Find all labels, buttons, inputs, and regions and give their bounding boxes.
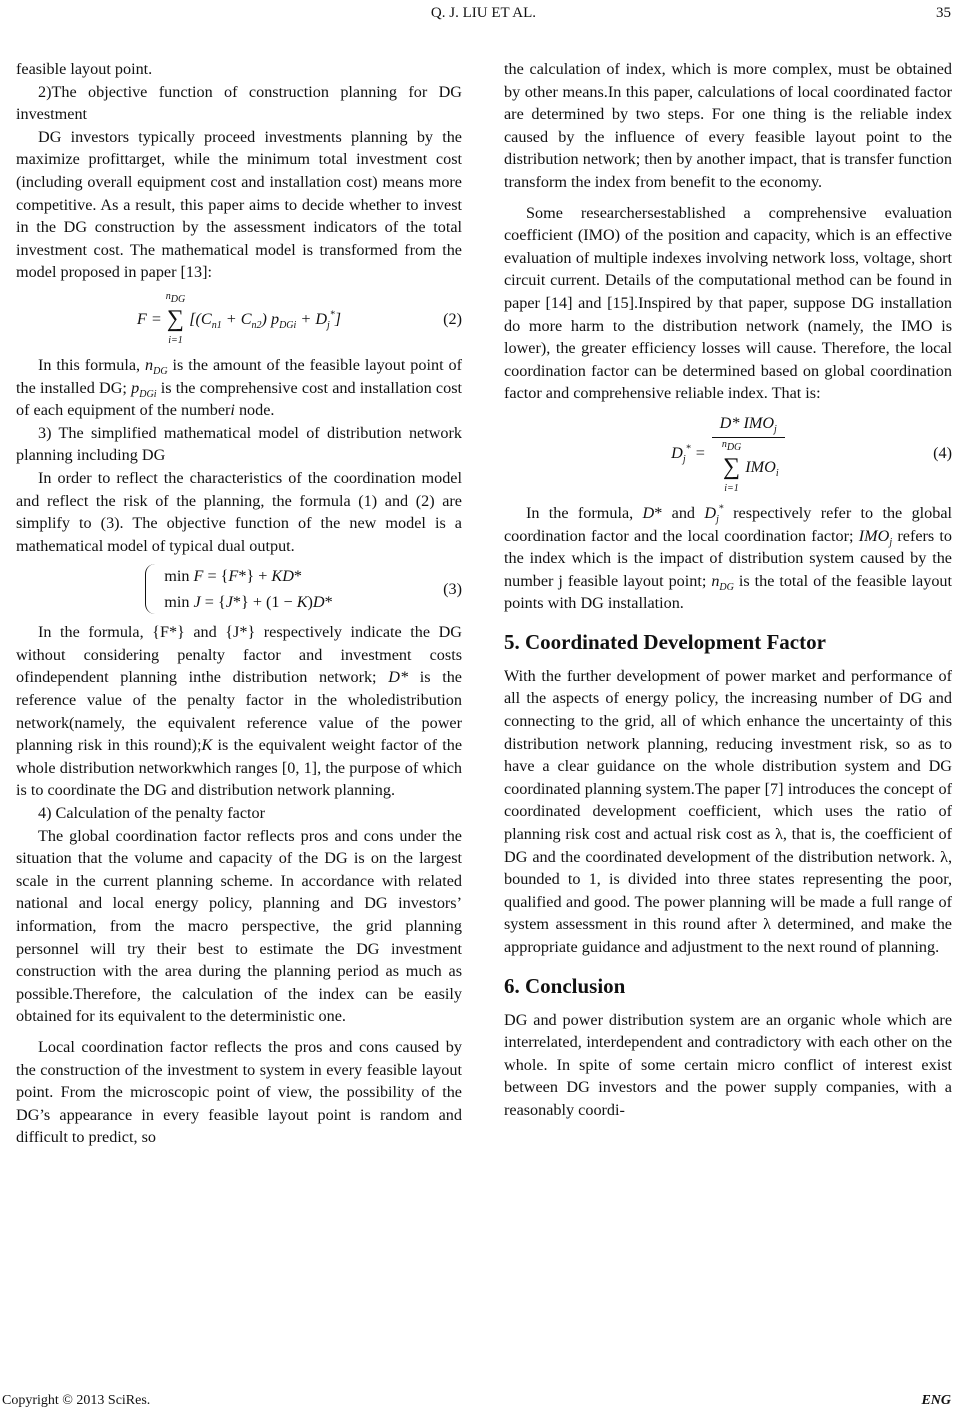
page-number: 35 bbox=[936, 5, 951, 21]
summation-symbol: $n_{DG}$ ∑ i=1 bbox=[165, 290, 186, 346]
journal-name: ENG bbox=[921, 1393, 951, 1408]
brace bbox=[145, 564, 156, 614]
left-column bbox=[16, 58, 462, 1149]
section-heading: 6. Conclusion bbox=[504, 973, 626, 998]
equation-number: (4) bbox=[933, 444, 952, 463]
copyright: Copyright © 2013 SciRes. bbox=[2, 1393, 151, 1408]
paragraph: 3) The simplified mathematical model of distribution network planning including DG bbox=[16, 423, 462, 465]
paragraph: feasible layout point. bbox=[16, 60, 153, 78]
running-head: Q. J. LIU ET AL. bbox=[430, 5, 537, 21]
fraction: D* $IMO_j$ $n_{DG}$ ∑ i=1 $IMO_i$ bbox=[712, 411, 785, 496]
equation-number: (2) bbox=[443, 309, 462, 328]
paragraph: Some researchersestablished a comprehensive evaluation coefficient (IMO) of the position and capacity, which is an effective evaluation of multiple indexes involving network loss, voltage, short circuit current. Details of the computational method can be found in paper [14] and [15].Inspired by that paper, suppose DG installation do more harm to the distribution network (namely, the IMO is lower), the greater efficiency losses will cause. Therefore, the local coordination factor can be determined based on global coordination factor and comprehensive reliable index. That is: bbox=[504, 203, 952, 403]
paragraph: DG and power distribution system are an organic whole which are interrelated, interdependent and contradictory with each other on the whole. In spite of some certain micro conflict of interest exist between DG investors and the power supply companies, with a reasonably coordi- bbox=[504, 1010, 952, 1119]
paragraph: With the further development of power market and performance of all the aspects of energy policy, the increasing number of DG and connecting to the grid, all of which enhance the uncertainty of this distribution network planning, reducing investment risk, so as to have a clear guidance on the whole distribution system and DG coordinated planning system.The paper [7] introduces the concept of coordinated development coefficient, which uses the ratio of planning risk cost and actual risk cost as λ, that is, the coefficient of DG and the coordinated development of the distribution network. λ, bounded to 1, is divided into three states representing the poor, qualified and good. The power planning will be made a full range of system assessment in this round after λ determined, and make the appropriate guidance and adjustment to the next round of planning. bbox=[504, 666, 952, 956]
paragraph: the calculation of index, which is more complex, must be obtained by other means.In this paper, calculations of local coordinated factor are determined by two steps. For one thing is the reliable index caused by the influence of every feasible layout point to the distribution network; then by another impact, that is transfer function transform the index from benefit to the economy. bbox=[504, 60, 952, 191]
paragraph: In order to reflect the characteristics of the coordination model and reflect the risk of the planning, the formula (1) and (2) are simplify to (3). The objective function of the new model is a mathematical model of typical dual output. bbox=[16, 468, 462, 555]
paragraph: DG investors typically proceed investments planning by the maximize profittarget, while the minimum total investment cost (including overall equipment cost and installation cost) means more competitive. As a result, this paper aims to decide whether to invest in the DG construction by the assessment indicators of the total investment cost. The mathematical model is transformed from the model proposed in paper [13]: bbox=[16, 127, 462, 282]
paragraph: In this formula, $n_{DG}$ is the amount of the feasible layout point of the installed DG; $p_{DGi}$ is the comprehensive cost and installation cost of each equipment of the numberi node. bbox=[16, 355, 463, 420]
paragraph: In the formula, {F*} and {J*} respectively indicate the DG without considering penalty factor and investment costs ofindependent planning inthe distribution network; D* is the reference value of the penalty factor in the wholedistribution network(namely, the equivalent reference value of the power planning risk in this round);K is the equivalent weight factor of the whole distribution networkwhich ranges [0, 1], the purpose of which is to coordinate the DG and distribution network planning. bbox=[16, 623, 462, 800]
paragraph: In the formula, D* and $D_j^*$ respectively refer to the global coordination factor and the local coordination factor; $IMO_j$ refers to the index which is the impact of distribution system caused by the number j feasible layout point; $n_{DG}$ is the total of the feasible layout points with DG installation. bbox=[504, 503, 953, 613]
section-heading: 5. Coordinated Development Factor bbox=[504, 629, 826, 654]
equation-4: $D_j^*$ = D* $IMO_j$ $n_{DG}$ ∑ i=1 $IMO_i$ (4) bbox=[504, 405, 952, 502]
equation-3: min F = {F*} + KD* min J = {J*} + (1 − K)D* (3) bbox=[16, 557, 462, 621]
paragraph: Local coordination factor reflects the pros and cons caused by the construction of the investment to system in every feasible layout point. From the microscopic point of view, the possibility of the DG’s appearance in every feasible layout point is random and difficult to predict, so bbox=[16, 1037, 462, 1147]
right-column bbox=[504, 58, 952, 1122]
equation-2: F = $n_{DG}$ ∑ i=1 $[(C_{n1} + C_{n2}) p_{DGi} + D_j^*]$ (2) bbox=[136, 290, 462, 346]
equation-number: (3) bbox=[443, 580, 462, 599]
paragraph: 4) Calculation of the penalty factor bbox=[38, 804, 265, 823]
paragraph: 2)The objective function of construction planning for DG investment bbox=[16, 82, 462, 124]
paragraph: The global coordination factor reflects pros and cons under the situation that the volume and capacity of the DG is on the largest scale in the current planning scheme. In accordance with related national and local energy policy, planning and DG investors’ information, from the macro perspective, the grid planning personnel will try their best to estimate the DG investment construction with the area during the planning period as much as possible.Therefore, the calculation of the index can be easily obtained for its equivalent to the deterministic one. bbox=[16, 826, 462, 1026]
